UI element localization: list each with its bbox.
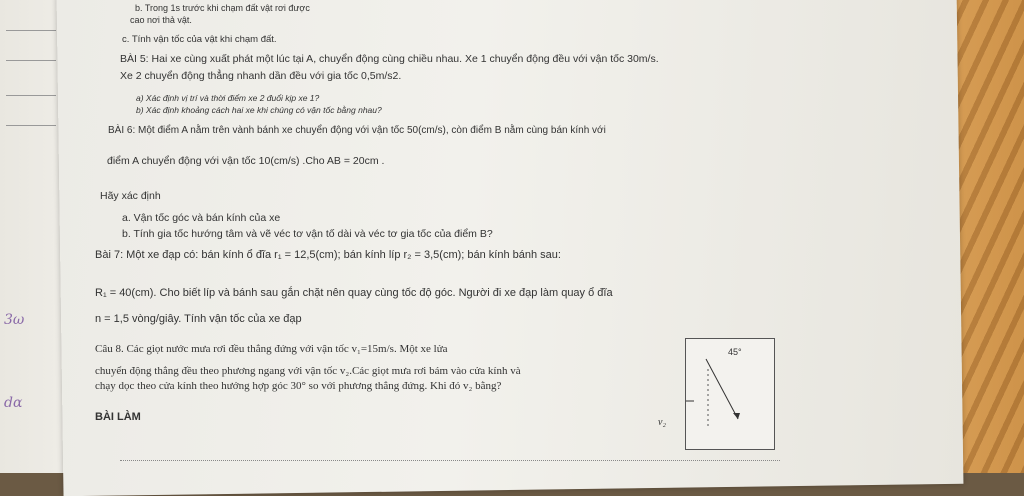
bai5-question-b: b) Xác định khoảng cách hai xe khi chúng có vận tốc bằng nhau? — [136, 105, 382, 115]
bai6-prompt: Hãy xác định — [100, 190, 161, 202]
rain-direction-line — [706, 359, 738, 419]
line-1: b. Trong 1s trước khi chạm đất vật rơi được — [135, 3, 310, 13]
answer-dotted-line — [120, 460, 780, 461]
bai5-question-a: a) Xác định vị trí và thời điểm xe 2 đuổi kịp xe 1? — [136, 93, 320, 103]
rain-train-figure — [658, 338, 775, 450]
bai6-line-2: điểm A chuyển động với vận tốc 10(cm/s) .Cho AB = 20cm . — [107, 155, 385, 167]
cau8-line-2: chuyển động thẳng đều theo phương ngang với vận tốc v₂.Các giọt mưa rơi bám vào cửa kính và — [95, 365, 521, 377]
line-2: cao nơi thả vật. — [130, 15, 192, 25]
bai6-line-1: BÀI 6: Một điểm A nằm trên vành bánh xe chuyển động với vận tốc 50(cm/s), còn điểm B nằm cùng bán kính với — [108, 125, 606, 136]
bai7-line-3: n = 1,5 vòng/giây. Tính vận tốc của xe đạp — [95, 313, 302, 325]
note-line — [6, 125, 56, 126]
note-line — [6, 30, 56, 31]
cau8-line-3: chạy dọc theo cửa kính theo hướng hợp góc 30° so với phương thẳng đứng. Khi đó v₂ bằng? — [95, 380, 502, 392]
bai7-line-2: R₁ = 40(cm). Cho biết líp và bánh sau gắn chặt nên quay cùng tốc độ góc. Người đi xe đạp làm quay ổ đĩa — [95, 287, 613, 299]
answer-heading: BÀI LÀM — [95, 411, 141, 423]
line-3: c. Tính vận tốc của vật khi chạm đất. — [122, 34, 277, 45]
v2-label: v₂ — [658, 417, 666, 428]
note-line — [6, 60, 56, 61]
handwritten-note-1: 3ω — [4, 312, 25, 328]
bai6-question-b: b. Tính gia tốc hướng tâm và vẽ véc tơ vận tố dài và véc tơ gia tốc của điểm B? — [122, 228, 493, 240]
cau8-line-1: Câu 8. Các giọt nước mưa rơi đều thẳng đứng với vận tốc v₁=15m/s. Một xe lửa — [95, 343, 448, 355]
bai5-line-1: BÀI 5: Hai xe cùng xuất phát một lúc tại A, chuyển động cùng chiều nhau. Xe 1 chuyển động đều với vận tốc 30m/s. — [120, 53, 659, 65]
note-line — [6, 95, 56, 96]
angle-label: 45° — [728, 347, 742, 357]
bai7-line-1: Bài 7: Một xe đạp có: bán kính ổ đĩa r₁ = 12,5(cm); bán kính líp r₂ = 3,5(cm); bán kính bánh sau: — [95, 249, 561, 261]
bai5-line-2: Xe 2 chuyển động thẳng nhanh dần đều với gia tốc 0,5m/s2. — [120, 70, 402, 82]
arrow-head-icon — [733, 413, 740, 419]
bai6-question-a: a. Vận tốc góc và bán kính của xe — [122, 212, 281, 224]
handwritten-note-2: dα — [4, 395, 23, 411]
